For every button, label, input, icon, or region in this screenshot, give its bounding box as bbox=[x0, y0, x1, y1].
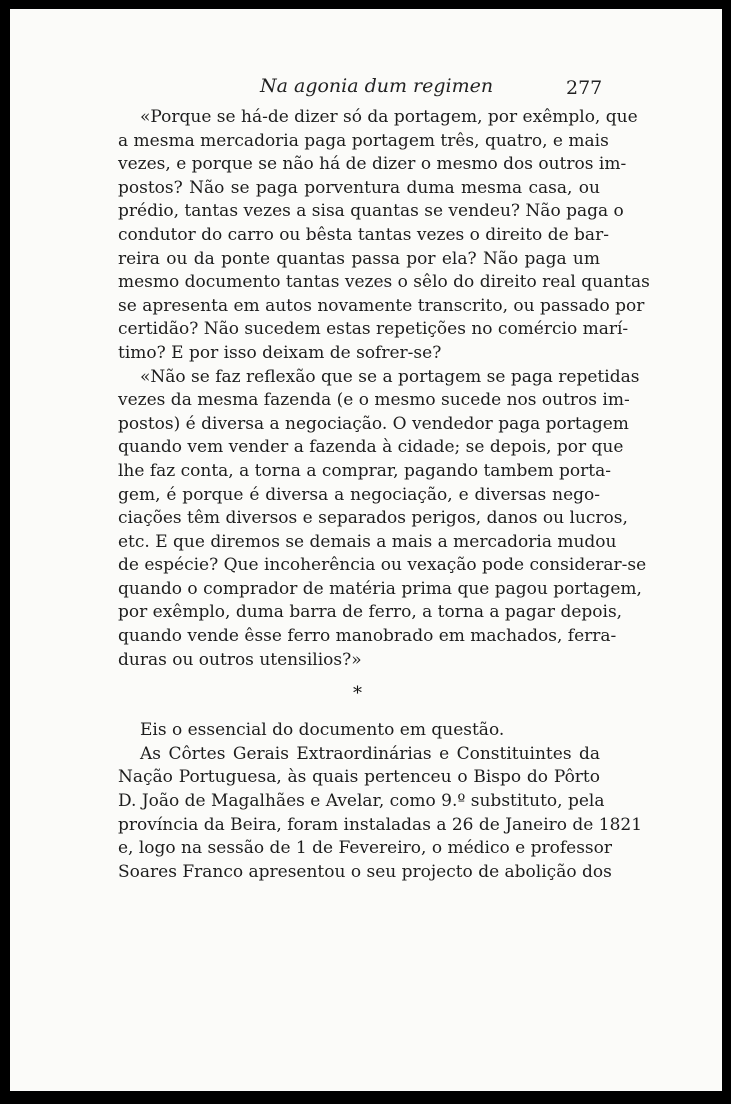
text-line: de espécie? Que incoherência ou vexação pode considerar-se bbox=[118, 555, 647, 576]
text-line: ciações têm diversos e separados perigos, danos ou lucros, bbox=[118, 508, 628, 529]
body-text bbox=[118, 106, 650, 884]
text-line: Soares Franco apresentou o seu projecto de abolição dos bbox=[118, 861, 612, 882]
text-line: D. João de Magalhães e Avelar, como 9.º substituto, pela bbox=[118, 791, 605, 812]
text-line: etc. E que diremos se demais a mais a mercadoria mudou bbox=[118, 531, 617, 552]
text-line: As Côrtes Gerais Extraordinárias e Constituintes da bbox=[140, 743, 600, 764]
text-line: por exêmplo, duma barra de ferro, a torna a pagar depois, bbox=[118, 602, 623, 623]
text-line: «Porque se há-de dizer só da portagem, por exêmplo, que bbox=[140, 107, 638, 127]
section-separator bbox=[118, 672, 600, 719]
text-line: vezes, e porque se não há de dizer o mesmo dos outros im- bbox=[118, 154, 627, 175]
text-line: reira ou da ponte quantas passa por ela? Não paga um bbox=[118, 248, 600, 269]
text-line: se apresenta em autos novamente transcrito, ou passado por bbox=[118, 295, 645, 316]
text-line: mesmo documento tantas vezes o sêlo do direito real quantas bbox=[118, 272, 650, 293]
text-line: província da Beira, foram instaladas a 26 de Janeiro de 1821 bbox=[118, 814, 643, 835]
text-line: certidão? Não sucedem estas repetições no comércio marí- bbox=[118, 319, 629, 340]
text-line: «Não se faz reflexão que se a portagem se paga repetidas bbox=[140, 366, 640, 387]
running-head bbox=[10, 75, 722, 101]
text-line: Nação Portuguesa, às quais pertenceu o Bispo do Pôrto bbox=[118, 767, 600, 788]
text-line: postos? Não se paga porventura duma mesma casa, ou bbox=[118, 177, 600, 198]
text-line: lhe faz conta, a torna a comprar, pagando tambem porta- bbox=[118, 460, 611, 481]
text-line: postos) é diversa a negociação. O vendedor paga portagem bbox=[118, 413, 629, 434]
text-line: quando o comprador de matéria prima que pagou portagem, bbox=[118, 578, 642, 599]
text-line: condutor do carro ou bêsta tantas vezes o direito de bar- bbox=[118, 224, 609, 245]
text-line: Eis o essencial do documento em questão. bbox=[140, 720, 505, 741]
text-line: vezes da mesma fazenda (e o mesmo sucede nos outros im- bbox=[118, 390, 630, 411]
book-page bbox=[10, 9, 722, 1091]
text-line: a mesma mercadoria paga portagem três, quatro, e mais bbox=[118, 130, 609, 151]
running-title: Na agonia dum regimen bbox=[260, 75, 494, 97]
text-line: prédio, tantas vezes a sisa quantas se vendeu? Não paga o bbox=[118, 201, 624, 222]
text-line: quando vem vender a fazenda à cidade; se depois, por que bbox=[118, 437, 624, 458]
text-line: e, logo na sessão de 1 de Fevereiro, o médico e professor bbox=[118, 838, 613, 859]
text-line: quando vende êsse ferro manobrado em machados, ferra- bbox=[118, 626, 617, 647]
page-number: 277 bbox=[566, 77, 603, 99]
text-line: gem, é porque é diversa a negociação, e diversas nego- bbox=[118, 484, 600, 505]
text-line: duras ou outros utensilios?» bbox=[118, 649, 362, 670]
text-line: timo? E por isso deixam de sofrer-se? bbox=[118, 342, 442, 363]
asterisk-ornament: * bbox=[353, 683, 362, 705]
